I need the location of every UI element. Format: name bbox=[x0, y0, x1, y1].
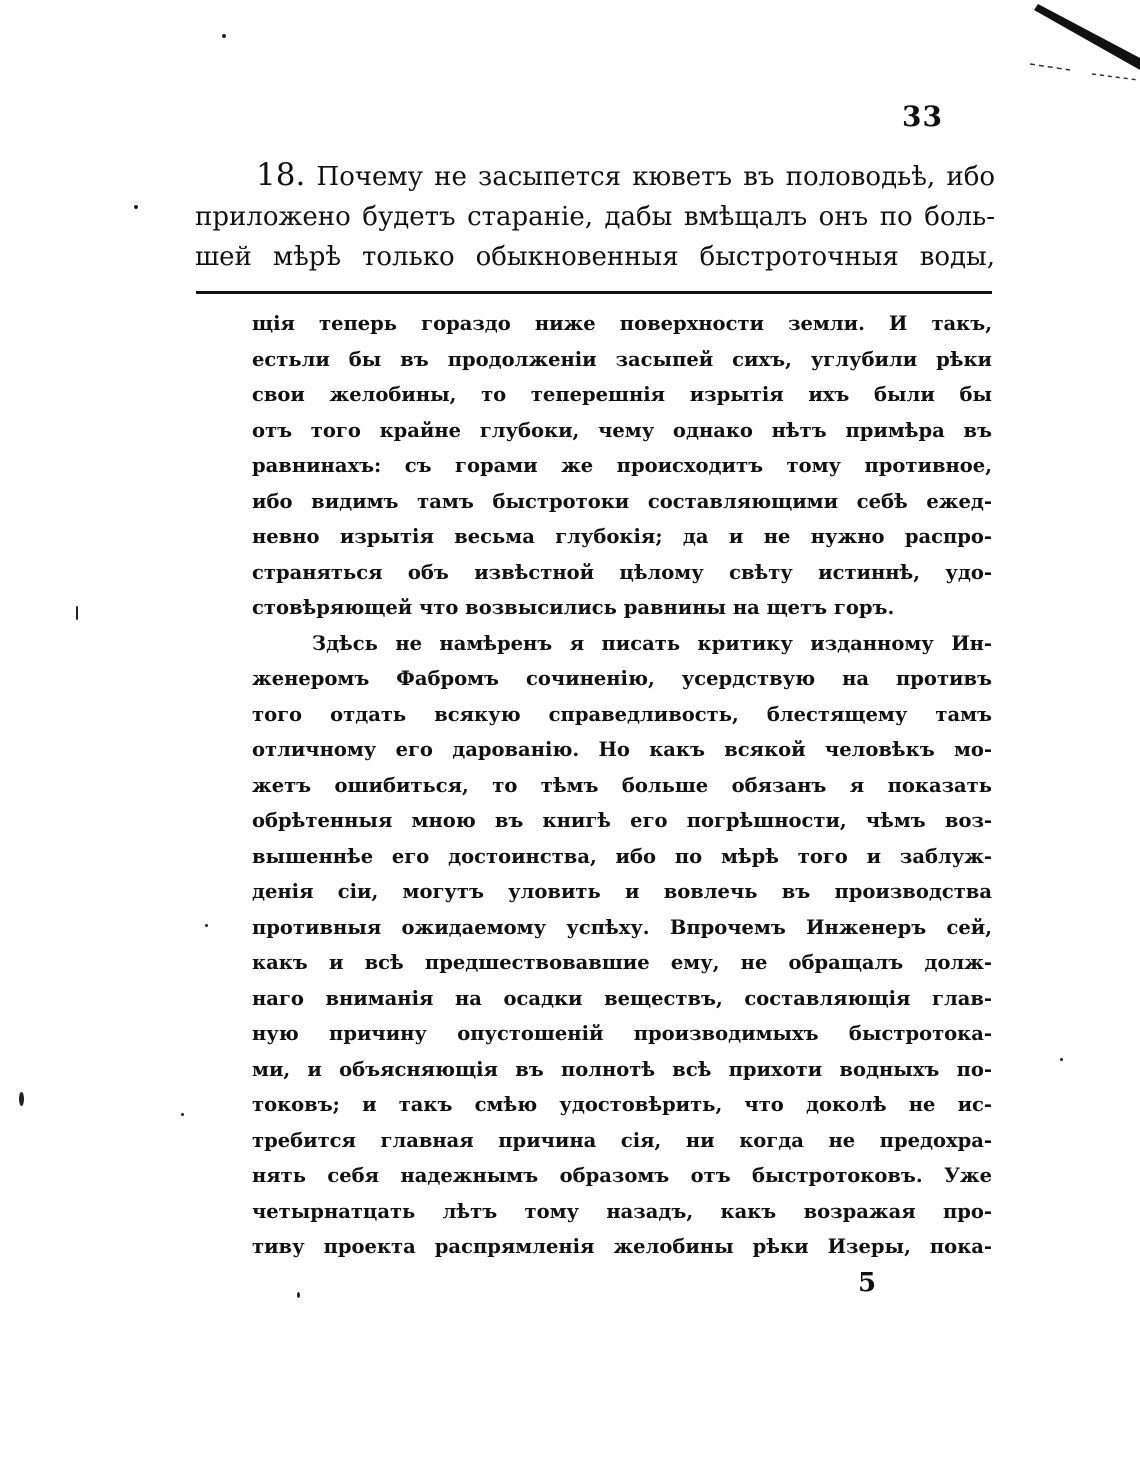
footnote-line: вышеннѣе его достоинства, ибо по мѣрѣ того и заблуж- bbox=[252, 845, 992, 868]
footnote-line: ную причину опустошеній производимыхъ быстротока- bbox=[252, 1022, 992, 1045]
page-number: 33 bbox=[902, 100, 943, 133]
scan-artifact-corner bbox=[1030, 0, 1140, 90]
main-text-span: Почему не засыпется кюветъ въ половодьѣ, ибо bbox=[316, 162, 996, 192]
footnote-line: Здѣсь не намѣренъ я писать критику изданному Ин- bbox=[312, 632, 992, 655]
main-text-line: шей мѣрѣ только обыкновенныя быстроточныя воды, bbox=[195, 242, 995, 272]
scan-speck bbox=[76, 606, 78, 620]
footnote-line: щія теперь гораздо ниже поверхности земли. И такъ, bbox=[252, 312, 992, 335]
scan-speck bbox=[205, 924, 208, 927]
footnote-line: отъ того крайне глубоки, чему однако нѣтъ примѣра въ bbox=[252, 419, 992, 442]
footnote-line: денія сіи, могутъ уловить и вовлечь въ производства bbox=[252, 880, 992, 903]
footnote-line: страняться объ извѣстной цѣлому свѣту истиннѣ, удо- bbox=[252, 561, 992, 584]
footnote-line: отличному его дарованію. Но какъ всякой человѣкъ мо- bbox=[252, 738, 992, 761]
footnote-line: ми, и объясняющія въ полнотѣ всѣ прихоти водныхъ по- bbox=[252, 1058, 992, 1081]
scan-speck bbox=[181, 1113, 184, 1116]
footnote-line: жетъ ошибиться, то тѣмъ больше обязанъ я показать bbox=[252, 774, 992, 797]
footnote-line: тиву проекта распрямленія желобины рѣки Изеры, пока- bbox=[252, 1235, 992, 1258]
scan-speck bbox=[1060, 1058, 1063, 1061]
footnote-line: стовѣряющей что возвысились равнины на щетъ горъ. bbox=[252, 596, 895, 619]
footnote-rule bbox=[196, 291, 992, 294]
footnote-line: обрѣтенныя мною въ книгѣ его погрѣшности, чѣмъ воз- bbox=[252, 809, 992, 832]
footnote-line: четырнатцать лѣтъ тому назадъ, какъ возражая про- bbox=[252, 1200, 992, 1223]
footnote-line: свои желобины, то теперешнія изрытія ихъ были бы bbox=[252, 383, 992, 406]
footnote-line: наго вниманія на осадки веществъ, составляющія глав- bbox=[252, 987, 992, 1010]
scan-speck bbox=[19, 1092, 24, 1106]
scan-speck bbox=[297, 1292, 300, 1298]
main-text-line: приложено будетъ стараніе, дабы вмѣщалъ онъ по боль- bbox=[195, 202, 995, 232]
scan-speck bbox=[134, 205, 138, 209]
footnote-line: равнинахъ: съ горами же происходитъ тому противное, bbox=[252, 454, 992, 477]
footnote-line: какъ и всѣ предшествовавшие ему, не обращалъ долж- bbox=[252, 951, 992, 974]
footnote-line: того отдать всякую справедливость, блестящему тамъ bbox=[252, 703, 992, 726]
footnote-line: нять себя надежнымъ образомъ отъ быстротоковъ. Уже bbox=[252, 1164, 992, 1187]
footnote-line: женеромъ Фабромъ сочиненію, усердствую на противъ bbox=[252, 667, 992, 690]
footnote-line: естьли бы въ продолженіи засыпей сихъ, углубили рѣки bbox=[252, 348, 992, 371]
footnote-line: невно изрытія весьма глубокія; да и не нужно распро- bbox=[252, 525, 992, 548]
sheet-signature: 5 bbox=[858, 1268, 877, 1298]
footnote-line: противныя ожидаемому успѣху. Впрочемъ Инженеръ сей, bbox=[252, 916, 992, 939]
footnote-line: ибо видимъ тамъ быстротоки составляющими себѣ ежед- bbox=[252, 490, 992, 513]
footnote-line: токовъ; и такъ смѣю удостовѣрить, что доколѣ не ис- bbox=[252, 1093, 992, 1116]
main-text-line bbox=[256, 155, 995, 197]
section-number: 18. bbox=[256, 157, 306, 193]
footnote-line: требится главная причина сія, ни когда не предохра- bbox=[252, 1129, 992, 1152]
scan-speck bbox=[222, 34, 226, 38]
